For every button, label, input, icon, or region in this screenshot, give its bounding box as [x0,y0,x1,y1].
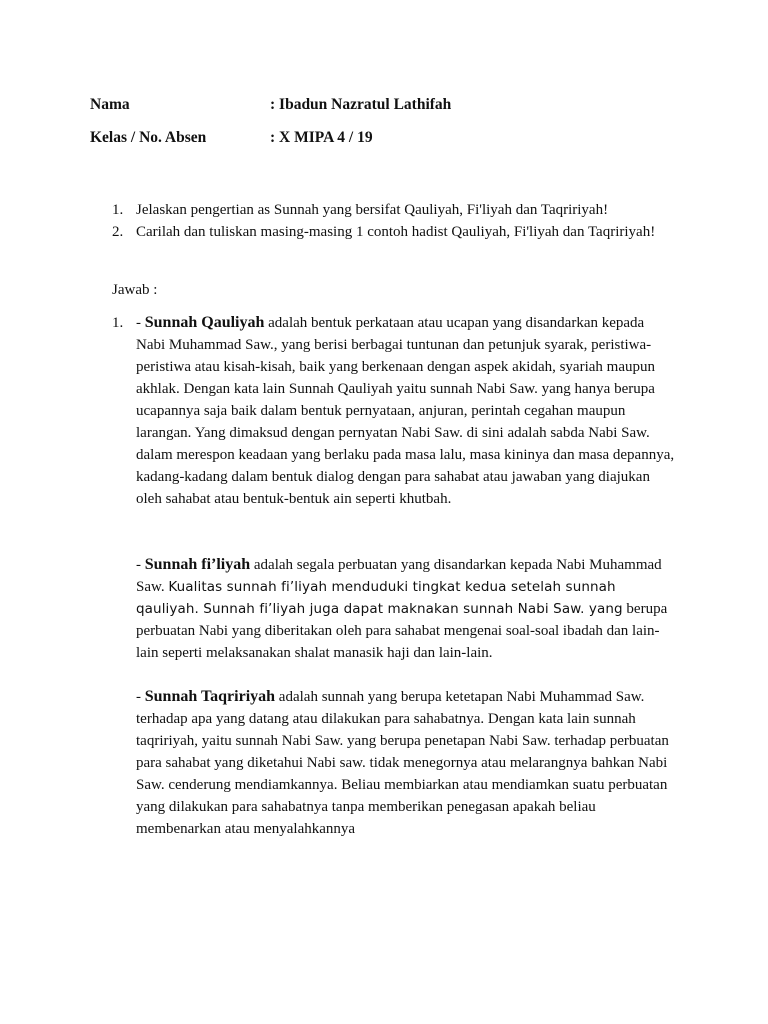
term-sunnah-filiyah: Sunnah fi’liyah [144,556,251,573]
paragraph-body-alt-font: Kualitas sunnah fi’liyah menduduki tingkat kedua setelah sunnah qauliyah. Sunnah fi’liyah juga dapat maknakan sunnah Nabi Saw. yang [136,579,623,617]
answer-paragraph-qauliyah [136,312,676,510]
bullet-dash: - [136,557,145,573]
question-item [112,221,672,243]
term-sunnah-qauliyah: Sunnah Qauliyah [144,314,265,331]
question-text: Carilah dan tuliskan masing-masing 1 contoh hadist Qauliyah, Fi'liyah dan Taqririyah! [136,224,656,240]
term-sunnah-taqririyah: Sunnah Taqririyah [144,688,276,705]
kelas-label: Kelas / No. Absen [90,129,207,146]
kelas-value: : X MIPA 4 / 19 [270,129,373,146]
bullet-dash: - [136,315,145,331]
question-text: Jelaskan pengertian as Sunnah yang bersifat Qauliyah, Fi'liyah dan Taqririyah! [136,202,609,218]
answer-paragraph-filiyah [136,554,676,664]
question-number: 1. [112,202,124,218]
answer-number: 1. [112,315,124,331]
jawab-label: Jawab : [112,282,158,298]
answer-paragraph-taqririyah [136,686,676,840]
nama-label: Nama [90,96,130,113]
paragraph-body: adalah segala perbuatan yang disandarkan kepada Nabi Muhammad Saw. [136,557,662,595]
question-number: 2. [112,224,124,240]
paragraph-body: adalah bentuk perkataan atau ucapan yang disandarkan kepada Nabi Muhammad Saw., yang berisi berbagai tuntunan dan petunjuk syarak, peristiwa-peristiwa atau kisah-kisah, baik yang berkenaan dengan aspek akidah, syariah maupun akhlak. Dengan kata lain Sunnah Qauliyah yaitu sunnah Nabi Saw. yang hanya berupa ucapannya saja baik dalam bentuk pernyataan, anjuran, perintah cegahan maupun larangan. Yang dimaksud dengan pernyatan Nabi Saw. di sini adalah sabda Nabi Saw. dalam merespon keadaan yang berlaku pada masa lalu, masa kininya dan masa depannya, kadang-kadang dalam bentuk dialog dengan para sahabat atau jawaban yang diajukan oleh sahabat atau bentuk-bentuk ain seperti khutbah. [136,315,675,507]
question-list [112,199,672,243]
paragraph-body: adalah sunnah yang berupa ketetapan Nabi Muhammad Saw. terhadap apa yang datang atau dilakukan para sahabatnya. Dengan kata lain sunnah taqririyah, yaitu sunnah Nabi Saw. yang berupa penetapan Nabi Saw. terhadap perbuatan para sahabat yang diketahui Nabi saw. tidak menegornya atau melarangnya bahkan Nabi Saw. cenderung mendiamkannya. Beliau membiarkan atau mendiamkan suatu perbuatan yang dilakukan para sahabatnya tanpa memberikan penegasan apakah beliau membenarkan atau menyalahkannya [136,689,669,837]
nama-value: : Ibadun Nazratul Lathifah [270,96,452,113]
paragraph-body: berupa perbuatan Nabi yang diberitakan oleh para sahabat mengenai soal-soal ibadah dan lain-lain seperti melaksanakan shalat manasik haji dan lain-lain. [136,601,668,661]
question-item [112,199,672,221]
bullet-dash: - [136,689,145,705]
